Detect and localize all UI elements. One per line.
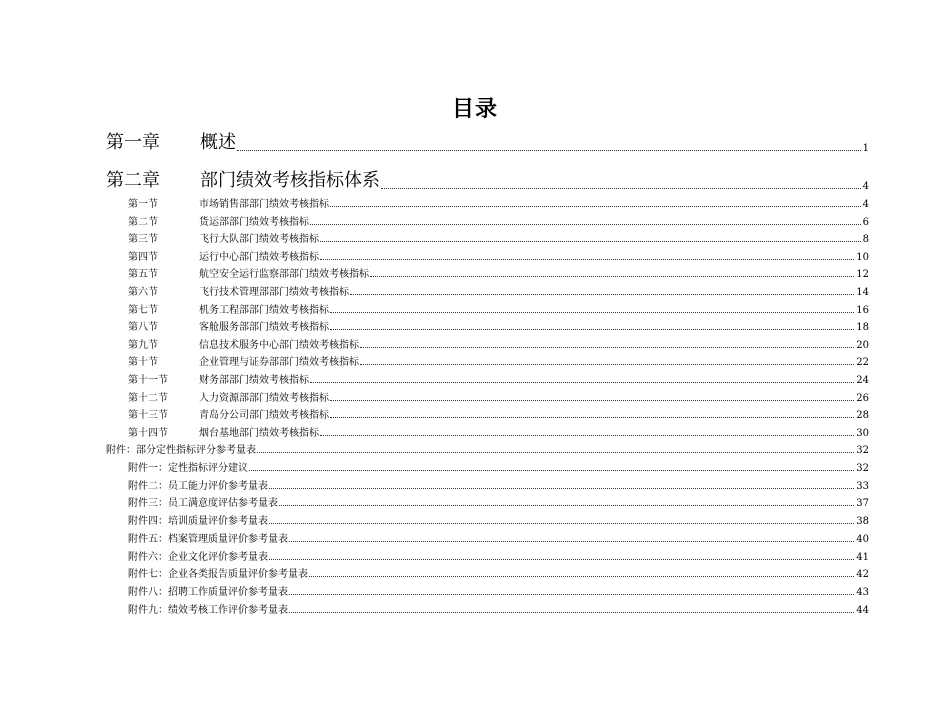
toc-entry-label: 企业管理与证券部部门绩效考核指标 bbox=[199, 357, 359, 369]
toc-entry-label: 烟台基地部门绩效考核指标 bbox=[199, 427, 319, 439]
dot-leader bbox=[279, 505, 854, 506]
toc-entry-number: 第五节 bbox=[128, 269, 158, 281]
toc-entry-label: 财务部部门绩效考核指标 bbox=[199, 375, 309, 386]
toc-entry[interactable] bbox=[128, 319, 869, 333]
toc-entry-number: 第十节 bbox=[128, 357, 158, 369]
toc-entry-number: 第六节 bbox=[128, 287, 158, 298]
toc-entry-number: 第九节 bbox=[128, 339, 158, 351]
toc-entry[interactable] bbox=[128, 425, 869, 439]
toc-entry[interactable] bbox=[128, 214, 869, 228]
toc-entry-page-number: 22 bbox=[856, 357, 869, 369]
dot-leader bbox=[269, 523, 854, 524]
toc-entry-label: 人力资源部部门绩效考核指标 bbox=[199, 392, 329, 404]
toc-entry-number: 第十三节 bbox=[128, 410, 168, 422]
dot-leader bbox=[320, 259, 854, 260]
dot-leader bbox=[289, 612, 854, 613]
toc-entry[interactable] bbox=[128, 266, 869, 280]
toc-entry-page-number: 18 bbox=[856, 322, 869, 334]
toc-entry-page-number: 43 bbox=[856, 586, 869, 598]
toc-entry-page-number: 42 bbox=[856, 569, 869, 581]
toc-entry[interactable] bbox=[128, 584, 869, 598]
toc-entry[interactable] bbox=[128, 354, 869, 368]
dot-leader bbox=[330, 400, 854, 401]
toc-entry-number: 第三节 bbox=[128, 234, 158, 246]
toc-entry[interactable] bbox=[128, 337, 869, 351]
toc-entry-label: 运行中心部门绩效考核指标 bbox=[199, 251, 319, 263]
toc-entry-page-number: 28 bbox=[856, 410, 869, 422]
toc-entry-page-number: 1 bbox=[862, 143, 869, 154]
toc-entry-page-number: 32 bbox=[856, 445, 869, 456]
toc-entry-page-number: 33 bbox=[856, 480, 869, 492]
dot-leader bbox=[330, 417, 854, 418]
toc-entry[interactable] bbox=[128, 566, 869, 580]
toc-entry[interactable] bbox=[128, 513, 869, 527]
toc-entry[interactable] bbox=[128, 407, 869, 421]
toc-entry-page-number: 4 bbox=[862, 199, 869, 210]
toc-entry-label: 客舱服务部部门绩效考核指标 bbox=[199, 322, 329, 334]
toc-title: 目录 bbox=[451, 97, 498, 122]
toc-entry-page-number: 12 bbox=[856, 269, 869, 281]
toc-entry[interactable] bbox=[128, 602, 869, 616]
toc-entry-label: 附件八：招聘工作质量评价参考量表 bbox=[128, 586, 288, 598]
toc-entry[interactable] bbox=[128, 460, 869, 474]
toc-entry-page-number: 8 bbox=[862, 234, 869, 246]
toc-entry-number: 第十二节 bbox=[128, 392, 168, 404]
toc-entry-number: 第七节 bbox=[128, 304, 158, 316]
dot-leader bbox=[310, 224, 861, 225]
toc-entry-label: 附件四：培训质量评价参考量表 bbox=[128, 516, 268, 528]
toc-entry-page-number: 6 bbox=[862, 216, 869, 228]
toc-entry-page-number: 41 bbox=[856, 551, 869, 563]
dot-leader bbox=[330, 312, 854, 313]
toc-entry-number: 第一章 bbox=[106, 132, 160, 153]
toc-entry-page-number: 24 bbox=[856, 375, 869, 386]
toc-entry-page-number: 44 bbox=[856, 604, 869, 616]
toc-entry-page-number: 30 bbox=[856, 427, 869, 439]
toc-entry[interactable] bbox=[128, 231, 869, 245]
toc-entry-number: 第一节 bbox=[128, 199, 158, 210]
toc-entry-label: 部门绩效考核指标体系 bbox=[200, 170, 380, 191]
dot-leader bbox=[269, 488, 854, 489]
dot-leader bbox=[330, 206, 861, 207]
toc-entry-page-number: 20 bbox=[856, 339, 869, 351]
toc-entry[interactable] bbox=[128, 531, 869, 545]
dot-leader bbox=[320, 241, 861, 242]
dot-leader bbox=[370, 276, 854, 277]
dot-leader bbox=[289, 541, 854, 542]
toc-entry[interactable] bbox=[128, 478, 869, 492]
dot-leader bbox=[360, 347, 854, 348]
toc-entry-number: 第二章 bbox=[106, 170, 160, 191]
dot-leader bbox=[249, 470, 854, 471]
toc-entry-page-number: 16 bbox=[856, 304, 869, 316]
toc-entry-label: 概述 bbox=[200, 132, 236, 153]
toc-entry[interactable] bbox=[128, 495, 869, 509]
toc-entry-label: 机务工程部部门绩效考核指标 bbox=[199, 304, 329, 316]
toc-entry-label: 附件七：企业各类报告质量评价参考量表 bbox=[128, 569, 308, 581]
dot-leader bbox=[257, 452, 854, 453]
toc-entry[interactable] bbox=[128, 372, 869, 386]
toc-entry-label: 附件二：员工能力评价参考量表 bbox=[128, 480, 268, 492]
toc-entry[interactable] bbox=[128, 284, 869, 298]
toc-entry-number: 第二节 bbox=[128, 216, 158, 228]
dot-leader bbox=[237, 150, 861, 151]
dot-leader bbox=[309, 576, 854, 577]
toc-entry-page-number: 10 bbox=[856, 251, 869, 263]
toc-entry-page-number: 38 bbox=[856, 516, 869, 528]
toc-entry-label: 青岛分公司部门绩效考核指标 bbox=[199, 410, 329, 422]
toc-entry[interactable] bbox=[128, 196, 869, 210]
toc-entry-number: 第十一节 bbox=[128, 375, 168, 386]
toc-entry[interactable] bbox=[128, 549, 869, 563]
toc-entry-page-number: 26 bbox=[856, 392, 869, 404]
toc-entry-label: 附件九：绩效考核工作评价参考量表 bbox=[128, 604, 288, 616]
toc-entry[interactable] bbox=[128, 302, 869, 316]
dot-leader bbox=[320, 435, 854, 436]
toc-entry-number: 第八节 bbox=[128, 322, 158, 334]
dot-leader bbox=[330, 329, 854, 330]
toc-entry-page-number: 37 bbox=[856, 498, 869, 510]
toc-entry-label: 附件五：档案管理质量评价参考量表 bbox=[128, 533, 288, 545]
toc-entry-label: 附件一：定性指标评分建议 bbox=[128, 463, 248, 474]
toc-entry-page-number: 32 bbox=[856, 463, 869, 474]
toc-entry-label: 航空安全运行监察部部门绩效考核指标 bbox=[199, 269, 369, 281]
toc-entry-page-number: 4 bbox=[862, 181, 869, 192]
dot-leader bbox=[269, 559, 854, 560]
toc-entry-label: 附件三：员工满意度评估参考量表 bbox=[128, 498, 278, 510]
toc-entry[interactable] bbox=[128, 249, 869, 263]
toc-entry-label: 信息技术服务中心部门绩效考核指标 bbox=[199, 339, 359, 351]
toc-entry-number: 第四节 bbox=[128, 251, 158, 263]
toc-entry[interactable] bbox=[106, 442, 869, 456]
toc-entry-label: 附件：部分定性指标评分参考量表 bbox=[106, 445, 256, 456]
toc-entry[interactable] bbox=[106, 168, 869, 192]
toc-entry-page-number: 40 bbox=[856, 533, 869, 545]
dot-leader bbox=[350, 294, 854, 295]
toc-entry-label: 飞行技术管理部部门绩效考核指标 bbox=[199, 287, 349, 298]
dot-leader bbox=[360, 364, 854, 365]
toc-entry[interactable] bbox=[106, 130, 869, 154]
toc-entry-label: 飞行大队部门绩效考核指标 bbox=[199, 234, 319, 246]
dot-leader bbox=[289, 594, 854, 595]
toc-entry-page-number: 14 bbox=[856, 287, 869, 298]
toc-entry-number: 第十四节 bbox=[128, 427, 168, 439]
dot-leader bbox=[310, 382, 854, 383]
toc-entry-label: 市场销售部部门绩效考核指标 bbox=[199, 199, 329, 210]
dot-leader bbox=[381, 188, 861, 189]
toc-entry-label: 附件六：企业文化评价参考量表 bbox=[128, 551, 268, 563]
toc-entry[interactable] bbox=[128, 390, 869, 404]
toc-entry-label: 货运部部门绩效考核指标 bbox=[199, 216, 309, 228]
